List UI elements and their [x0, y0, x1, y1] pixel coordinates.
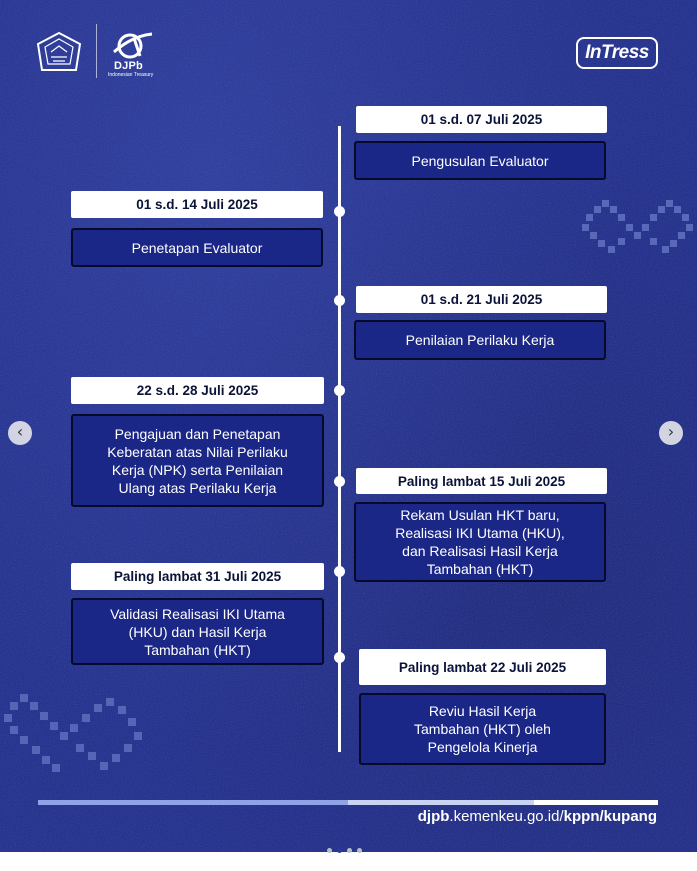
pixel-pattern-decoration-left: [0, 690, 150, 780]
carousel-strip: [0, 852, 697, 871]
footer-bar: [38, 800, 658, 805]
activity-line: Tambahan (HKT) oleh: [414, 721, 551, 737]
timeline-activity: [359, 693, 606, 765]
timeline-date: 22 s.d. 28 Juli 2025: [71, 377, 324, 404]
activity-line: Realisasi IKI Utama (HKU),: [395, 525, 565, 541]
carousel-dot[interactable]: [327, 848, 332, 853]
timeline-dot: [334, 566, 345, 577]
timeline-activity: Penilaian Perilaku Kerja: [354, 320, 606, 360]
timeline-activity: Penetapan Evaluator: [71, 228, 323, 267]
activity-line: Ulang atas Perilaku Kerja: [118, 479, 277, 496]
activity-line: Keberatan atas Nilai Perilaku: [107, 443, 288, 460]
chevron-right-icon[interactable]: ›: [659, 421, 683, 445]
carousel-dot-active[interactable]: [337, 848, 342, 853]
footer-bar-segment: [348, 800, 534, 805]
djpb-brand-subtitle: Indonesian Treasury: [108, 72, 154, 78]
activity-line: Rekam Usulan HKT baru,: [400, 507, 560, 523]
timeline-activity: Pengusulan Evaluator: [354, 141, 606, 180]
carousel-dot[interactable]: [357, 848, 362, 853]
timeline-date: Paling lambat 22 Juli 2025: [359, 649, 606, 685]
chevron-left-icon[interactable]: ‹: [8, 421, 32, 445]
timeline-activity: [71, 414, 324, 507]
url-bold-part: djpb: [417, 808, 450, 825]
activity-line: dan Realisasi Hasil Kerja: [402, 543, 558, 559]
timeline-date: 01 s.d. 07 Juli 2025: [356, 106, 607, 133]
logo-divider: [96, 24, 97, 78]
timeline-date: Paling lambat 31 Juli 2025: [71, 563, 324, 590]
activity-line: (HKU) dan Hasil Kerja: [128, 623, 267, 640]
timeline-activity: [354, 502, 606, 582]
timeline-date: Paling lambat 15 Juli 2025: [356, 468, 607, 494]
activity-line: Kerja (NPK) serta Penilaian: [111, 461, 284, 478]
timeline-dot: [334, 385, 345, 396]
activity-line: Validasi Realisasi IKI Utama: [110, 605, 285, 622]
carousel-dot[interactable]: [347, 848, 352, 853]
timeline-date: 01 s.d. 21 Juli 2025: [356, 286, 607, 313]
activity-line: Tambahan (HKT): [426, 561, 534, 577]
url-regular-part: .kemenkeu.go.id/: [449, 808, 564, 825]
kemenkeu-logo-icon: [36, 30, 82, 76]
timeline-dot: [334, 476, 345, 487]
timeline-dot: [334, 295, 345, 306]
timeline-date: 01 s.d. 14 Juli 2025: [71, 191, 323, 218]
activity-line: Pengelola Kinerja: [427, 739, 538, 755]
pixel-pattern-decoration-right: [578, 196, 697, 266]
activity-line: Reviu Hasil Kerja: [428, 703, 537, 719]
url-bold-part: kppn/kupang: [563, 808, 657, 825]
intress-logo: InTress: [576, 37, 658, 69]
timeline-activity: [71, 598, 324, 665]
djpb-brand-name: DJPb: [114, 60, 143, 72]
footer-bar-segment: [38, 800, 348, 805]
footer-url: [418, 808, 657, 825]
activity-line: Tambahan (HKT): [144, 641, 251, 658]
activity-line: Pengajuan dan Penetapan: [114, 425, 281, 442]
timeline-dot: [334, 206, 345, 217]
timeline-dot: [334, 652, 345, 663]
